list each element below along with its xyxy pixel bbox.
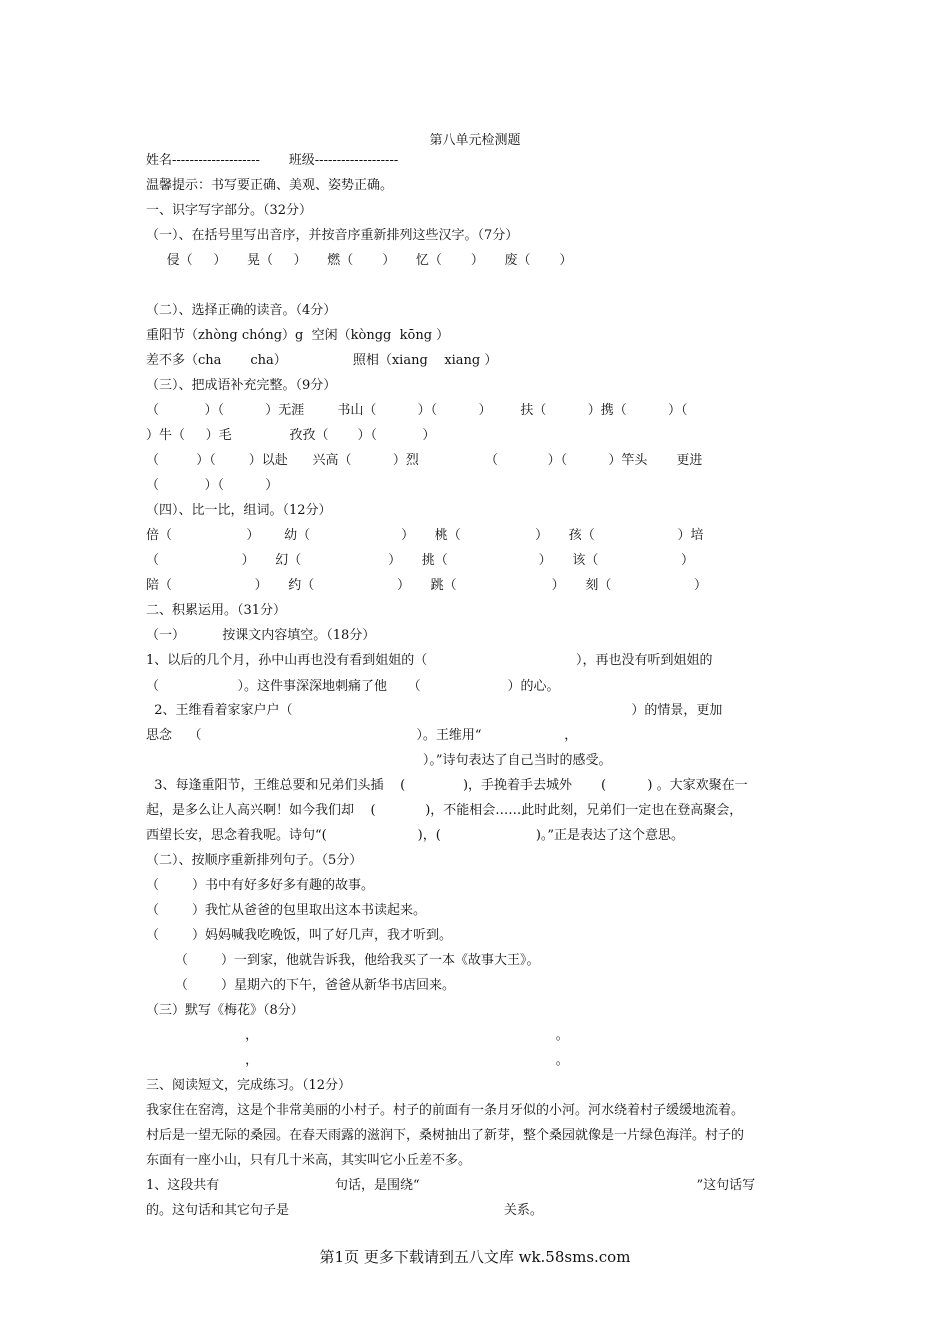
name-class-line: 姓名-------------------- 班级-------------------	[146, 153, 399, 168]
question-heading: （三）、把成语补充完整。（9分）	[146, 378, 337, 393]
text-line: （ ）妈妈喊我吃晚饭，叫了好几声，我才听到。	[146, 928, 453, 943]
text-line: （ ）我忙从爸爸的包里取出这本书读起来。	[146, 903, 427, 918]
text-line: （ ）（ ）无涯 书山（ ）（ ） 扶（ ）携（ ）（	[146, 403, 688, 418]
passage-line: 东面有一座小山，只有几十米高，其实叫它小丘差不多。	[146, 1153, 472, 1168]
text-line: 陪（ ） 约（ ） 跳（ ） 刻（ ）	[146, 578, 707, 593]
text-line: 3、每逢重阳节，王维总要和兄弟们头插 ( )，手挽着手去城外 ( ) 。大家欢聚在一	[146, 778, 748, 793]
page-footer: 第1页 更多下载请到五八文库 wk.58sms.com	[319, 1248, 631, 1266]
text-line: 起，是多么让人高兴啊！如今我们却 ( )，不能相会……此时此刻，兄弟们一定也在登高聚会，	[146, 803, 743, 818]
question-heading: （二）、选择正确的读音。（4分）	[146, 303, 337, 318]
question-heading: （一） 按课文内容填空。（18分）	[146, 628, 376, 643]
text-line: （ ）。这件事深深地刺痛了他 （ ）的心。	[146, 679, 560, 694]
question-heading: （四）、比一比，组词。（12分）	[146, 503, 332, 518]
text-line: 倍（ ） 幼（ ） 桃（ ） 孩（ ）培	[146, 528, 704, 543]
page-title: 第八单元检测题	[429, 133, 521, 148]
text-line: ， 。	[146, 1053, 569, 1068]
section-heading: 二、积累运用。（31分）	[146, 603, 287, 618]
text-line: 的。这句话和其它句子是 关系。	[146, 1203, 543, 1218]
passage-line: 村后是一望无际的桑园。在春天雨露的滋润下，桑树抽出了新芽，整个桑园就像是一片绿色海洋。村子的	[146, 1128, 745, 1143]
text-line: （ ）星期六的下午，爸爸从新华书店回来。	[146, 978, 455, 993]
tip-line: 温馨提示：书写要正确、美观、姿势正确。	[146, 178, 394, 193]
text-line: 侵（ ） 晃（ ） 燃（ ） 忆（ ） 废（ ）	[146, 253, 573, 268]
passage-line: 我家住在窑湾，这是个非常美丽的小村子。村子的前面有一条月牙似的小河。河水绕着村子缓缓地流着。	[146, 1103, 745, 1118]
text-line: 思念 （ ）。王维用“ ，	[146, 728, 578, 743]
text-line: 1、这段共有 句话，是围绕“ ”这句话写	[146, 1178, 756, 1193]
text-line: （ ）（ ）	[146, 478, 279, 493]
question-heading: （二）、按顺序重新排列句子。（5分）	[146, 853, 363, 868]
text-line: ， 。	[146, 1028, 569, 1043]
text-line: ）牛（ ）毛 孜孜（ ）（ ）	[146, 428, 436, 443]
text-line: 2、王维看着家家户户（ ）的情景，更加	[146, 703, 723, 718]
text-line: （ ）（ ）以赴 兴高（ ）烈 （ ）（ ）竿头 更进	[146, 453, 703, 468]
question-heading: （三）默写《梅花》（8分）	[146, 1003, 304, 1018]
text-line: 重阳节（zhòng chóng）g 空闲（kòngg kōng ）	[146, 328, 450, 343]
text-line: 差不多（cha cha） 照相（xiang xiang ）	[146, 353, 498, 368]
text-line: （ ） 幻（ ） 挑（ ） 该（ ）	[146, 553, 694, 568]
text-line: ）。”诗句表达了自己当时的感受。	[146, 753, 612, 768]
question-heading: （一）、在括号里写出音序，并按音序重新排列这些汉字。（7分）	[146, 228, 519, 243]
text-line: （ ）一到家，他就告诉我，他给我买了一本《故事大王》。	[146, 953, 540, 968]
section-heading: 一、识字写字部分。（32分）	[146, 203, 313, 218]
text-line: 1、以后的几个月，孙中山再也没有看到姐姐的（ ），再也没有听到姐姐的	[146, 653, 713, 668]
text-line: （ ）书中有好多好多有趣的故事。	[146, 878, 375, 893]
text-line: 西望长安，思念着我呢。诗句“( )，( )。”正是表达了这个意思。	[146, 828, 685, 843]
section-heading: 三、阅读短文，完成练习。（12分）	[146, 1078, 352, 1093]
